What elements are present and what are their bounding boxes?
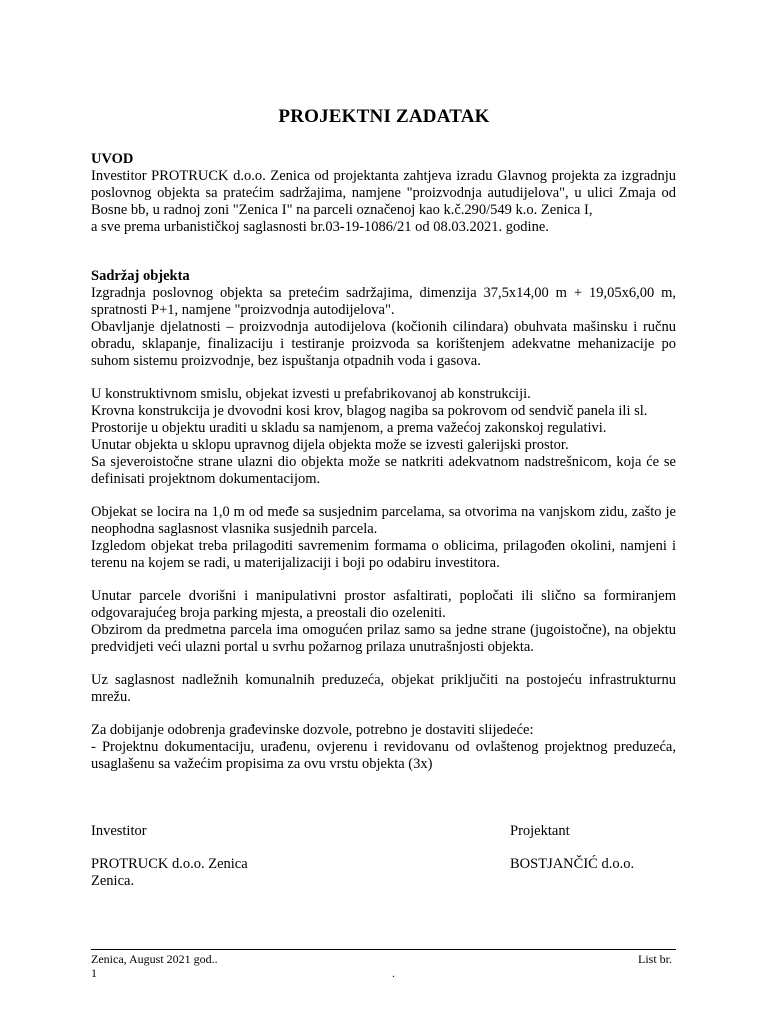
sadrzaj-p4: Krovna konstrukcija je dvovodni kosi krov, blagog nagiba sa pokrovom od sendvič panela ili sl. [91,403,648,419]
sadrzaj-p6: Unutar objekta u sklopu upravnog dijela objekta može se izvesti galerijski prostor. [91,437,569,453]
sadrzaj-p5: Prostorije u objektu uraditi u skladu sa namjenom, a prema važećoj zakonskoj regulativi. [91,420,607,436]
footer-page-number: 1 [91,966,97,980]
document-title: PROJEKTNI ZADATAK [278,106,490,127]
sadrzaj-section [91,268,676,773]
projektant-block [510,823,634,873]
investitor-block [91,823,248,890]
sadrzaj-heading: Sadržaj objekta [91,268,190,284]
uvod-line2: a sve prema urbanističkoj saglasnosti br.03-19-1086/21 od 08.03.2021. godine. [91,219,549,235]
sadrzaj-p1: Izgradnja poslovnog objekta sa pretećim sadržajima, dimenzija 37,5x14,00 m + 19,05x6,00 m, spratnosti P+1, namjene "proizvodnja autodijelova". [91,285,676,318]
sadrzaj-p3: U konstruktivnom smislu, objekat izvesti u prefabrikovanoj ab konstrukciji. [91,386,531,402]
uvod-section [91,151,676,236]
footer-place-date: Zenica, August 2021 god.. [91,952,218,966]
footer-list-label: List br. [638,952,673,966]
uvod-paragraph: Investitor PROTRUCK d.o.o. Zenica od projektanta zahtjeva izradu Glavnog projekta za izgradnju poslovnog objekta sa pratećim sadržajima, namjene "proizvodnja autudijelova", u ulici Zmaja od Bosne bb, u radnoj zoni "Zenica I" na parceli označenoj kao k.č.290/549 k.o. Zenica I, [91,168,676,218]
investitor-label: Investitor [91,823,147,839]
footer-dot: . [392,966,395,980]
sadrzaj-p14: - Projektnu dokumentaciju, urađenu, ovjerenu i revidovanu od ovlaštenog projektnog preduzeća, usaglašenu sa važećim propisima za ovu vrstu objekta (3x) [91,739,676,772]
investitor-name: PROTRUCK d.o.o. Zenica [91,856,248,872]
projektant-label: Projektant [510,823,570,839]
footer-divider [91,949,676,950]
sadrzaj-p12: Uz saglasnost nadležnih komunalnih preduzeća, objekat priključiti na postojeću infrastrukturnu mrežu. [91,672,676,705]
sadrzaj-p7: Sa sjeveroistočne strane ulazni dio objekta može se natkriti adekvatnom nadstrešnicom, koja će se definisati projektnom dokumentacijom. [91,454,676,487]
sadrzaj-p11: Obzirom da predmetna parcela ima omogućen prilaz samo sa jedne strane (jugoistočne), na objektu predvidjeti veći ulazni portal u svrhu požarnog prilaza unutrašnjosti objekta. [91,622,676,655]
sadrzaj-p2: Obavljanje djelatnosti – proizvodnja autodijelova (kočionih cilindara) obuhvata mašinsku i ručnu obradu, sklapanje, finalizaciju i testiranje proizvoda sa korištenjem adekvatne mehanizacije po suhom sistemu proizvodnje, bez ispuštanja otpadnih voda i gasova. [91,319,676,369]
projektant-name: BOSTJANČIĆ d.o.o. [510,856,635,872]
sadrzaj-p10: Unutar parcele dvorišni i manipulativni prostor asfaltirati, popločati ili slično sa formiranjem odgovarajućeg broja parking mjesta, a preostali dio ozeleniti. [91,588,676,621]
sadrzaj-p8: Objekat se locira na 1,0 m od međe sa susjednim parcelama, sa otvorima na vanjskom zidu, zašto je neophodna saglasnost vlasnika susjednih parcela. [91,504,676,537]
investitor-city: Zenica. [91,873,135,889]
sadrzaj-p9: Izgledom objekat treba prilagoditi savremenim formama o oblicima, prilagođen okolini, namjeni i terenu na kojem se radi, u materijalizaciji i boji po odabiru investitora. [91,538,676,571]
sadrzaj-p13: Za dobijanje odobrenja građevinske dozvole, potrebno je dostaviti slijedeće: [91,722,534,738]
uvod-heading: UVOD [91,151,134,167]
